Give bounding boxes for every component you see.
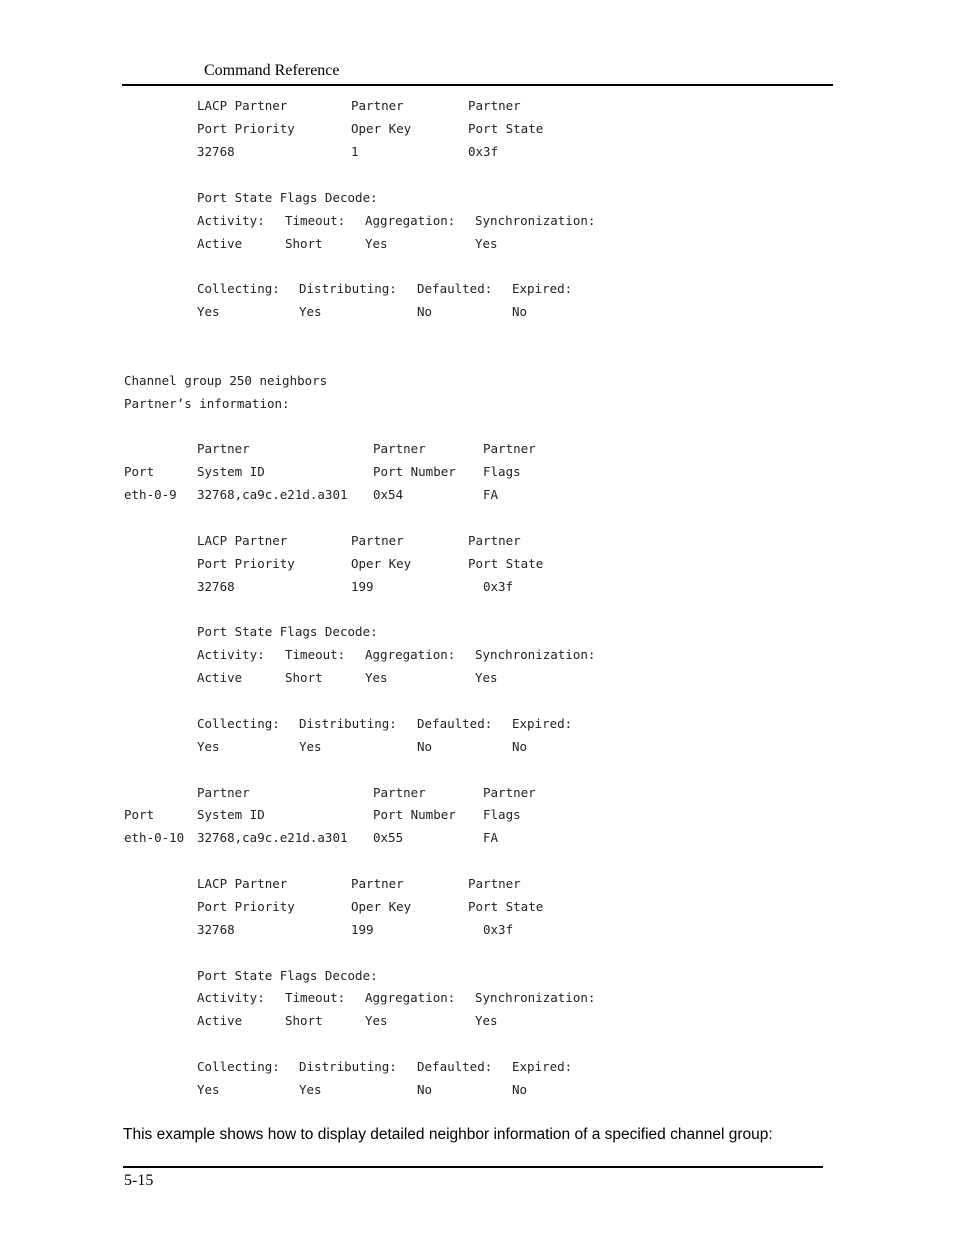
cli-token: Synchronization:: [475, 990, 596, 1005]
cli-token: Timeout:: [285, 990, 346, 1005]
cli-token: Synchronization:: [475, 213, 596, 228]
cli-token: Partner: [483, 785, 536, 800]
cli-token: FA: [483, 830, 499, 845]
cli-token: Active: [197, 236, 243, 251]
cli-token: Timeout:: [285, 213, 346, 228]
cli-token: eth-0-9: [124, 487, 177, 502]
cli-token: Activity:: [197, 647, 265, 662]
cli-token: Port: [124, 464, 155, 479]
cli-token: Port State Flags Decode:: [197, 190, 378, 205]
cli-token: Port: [124, 807, 155, 822]
cli-token: Yes: [475, 236, 498, 251]
cli-token: Partner: [468, 98, 521, 113]
cli-token: Defaulted:: [417, 1059, 493, 1074]
cli-token: Partner: [197, 785, 250, 800]
cli-token: Short: [285, 236, 323, 251]
cli-token: Port State: [468, 899, 544, 914]
cli-token: Distributing:: [299, 281, 397, 296]
cli-token: Flags: [483, 807, 521, 822]
cli-token: Expired:: [512, 716, 573, 731]
cli-token: Aggregation:: [365, 647, 456, 662]
cli-token: 0x3f: [483, 579, 514, 594]
cli-token: Port State: [468, 121, 544, 136]
cli-token: Port State Flags Decode:: [197, 624, 378, 639]
cli-token: Yes: [299, 304, 322, 319]
cli-token: Activity:: [197, 990, 265, 1005]
cli-token: LACP Partner: [197, 98, 288, 113]
cli-token: LACP Partner: [197, 533, 288, 548]
running-header: Command Reference: [204, 62, 340, 79]
cli-token: Port State: [468, 556, 544, 571]
cli-token: System ID: [197, 464, 265, 479]
cli-token: Short: [285, 670, 323, 685]
cli-token: No: [417, 1082, 433, 1097]
cli-token: No: [512, 739, 528, 754]
cli-token: Collecting:: [197, 716, 280, 731]
cli-token: 32768: [197, 144, 235, 159]
cli-token: Yes: [299, 1082, 322, 1097]
cli-token: Collecting:: [197, 281, 280, 296]
cli-token: Flags: [483, 464, 521, 479]
cli-token: Yes: [197, 1082, 220, 1097]
cli-token: Aggregation:: [365, 990, 456, 1005]
cli-token: 0x55: [373, 830, 404, 845]
cli-token: FA: [483, 487, 499, 502]
cli-token: 32768: [197, 579, 235, 594]
cli-token: Synchronization:: [475, 647, 596, 662]
cli-token: No: [512, 1082, 528, 1097]
cli-token: System ID: [197, 807, 265, 822]
cli-token: Partner’s information:: [124, 396, 290, 411]
cli-token: No: [417, 739, 433, 754]
cli-token: Partner: [351, 876, 404, 891]
cli-token: Port Number: [373, 464, 456, 479]
cli-token: Expired:: [512, 281, 573, 296]
cli-token: Active: [197, 1013, 243, 1028]
cli-token: Yes: [365, 236, 388, 251]
header-rule: [122, 84, 833, 86]
cli-token: Partner: [351, 533, 404, 548]
cli-token: Partner: [468, 876, 521, 891]
cli-token: Channel group 250 neighbors: [124, 373, 328, 388]
cli-token: 32768: [197, 922, 235, 937]
cli-token: Short: [285, 1013, 323, 1028]
cli-token: 199: [351, 579, 374, 594]
cli-token: Expired:: [512, 1059, 573, 1074]
cli-token: Port Priority: [197, 556, 295, 571]
cli-token: Yes: [365, 1013, 388, 1028]
cli-token: Oper Key: [351, 899, 412, 914]
cli-token: Active: [197, 670, 243, 685]
cli-token: Yes: [475, 1013, 498, 1028]
cli-token: Aggregation:: [365, 213, 456, 228]
cli-token: LACP Partner: [197, 876, 288, 891]
cli-token: Collecting:: [197, 1059, 280, 1074]
cli-token: Distributing:: [299, 716, 397, 731]
cli-token: Oper Key: [351, 121, 412, 136]
cli-token: 1: [351, 144, 359, 159]
cli-token: 0x3f: [468, 144, 499, 159]
cli-token: Yes: [475, 670, 498, 685]
cli-token: Yes: [299, 739, 322, 754]
cli-token: No: [417, 304, 433, 319]
cli-token: 0x3f: [483, 922, 514, 937]
page-number: 5-15: [124, 1172, 154, 1189]
cli-token: Yes: [197, 739, 220, 754]
cli-token: Port Priority: [197, 899, 295, 914]
footer-rule: [123, 1166, 823, 1168]
cli-token: Port Priority: [197, 121, 295, 136]
cli-token: 32768,ca9c.e21d.a301: [197, 487, 348, 502]
cli-token: Yes: [197, 304, 220, 319]
cli-token: Defaulted:: [417, 716, 493, 731]
cli-token: Partner: [468, 533, 521, 548]
cli-token: Distributing:: [299, 1059, 397, 1074]
cli-token: No: [512, 304, 528, 319]
cli-token: 0x54: [373, 487, 404, 502]
cli-token: Defaulted:: [417, 281, 493, 296]
cli-token: Partner: [373, 441, 426, 456]
cli-token: Partner: [197, 441, 250, 456]
cli-token: eth-0-10: [124, 830, 185, 845]
cli-token: Yes: [365, 670, 388, 685]
cli-token: Partner: [483, 441, 536, 456]
cli-token: 199: [351, 922, 374, 937]
cli-token: Port State Flags Decode:: [197, 968, 378, 983]
cli-token: Port Number: [373, 807, 456, 822]
cli-token: Partner: [373, 785, 426, 800]
cli-token: Timeout:: [285, 647, 346, 662]
cli-token: Oper Key: [351, 556, 412, 571]
cli-token: Activity:: [197, 213, 265, 228]
cli-token: Partner: [351, 98, 404, 113]
example-description: This example shows how to display detailed neighbor information of a specified channel group:: [123, 1126, 773, 1143]
cli-token: 32768,ca9c.e21d.a301: [197, 830, 348, 845]
